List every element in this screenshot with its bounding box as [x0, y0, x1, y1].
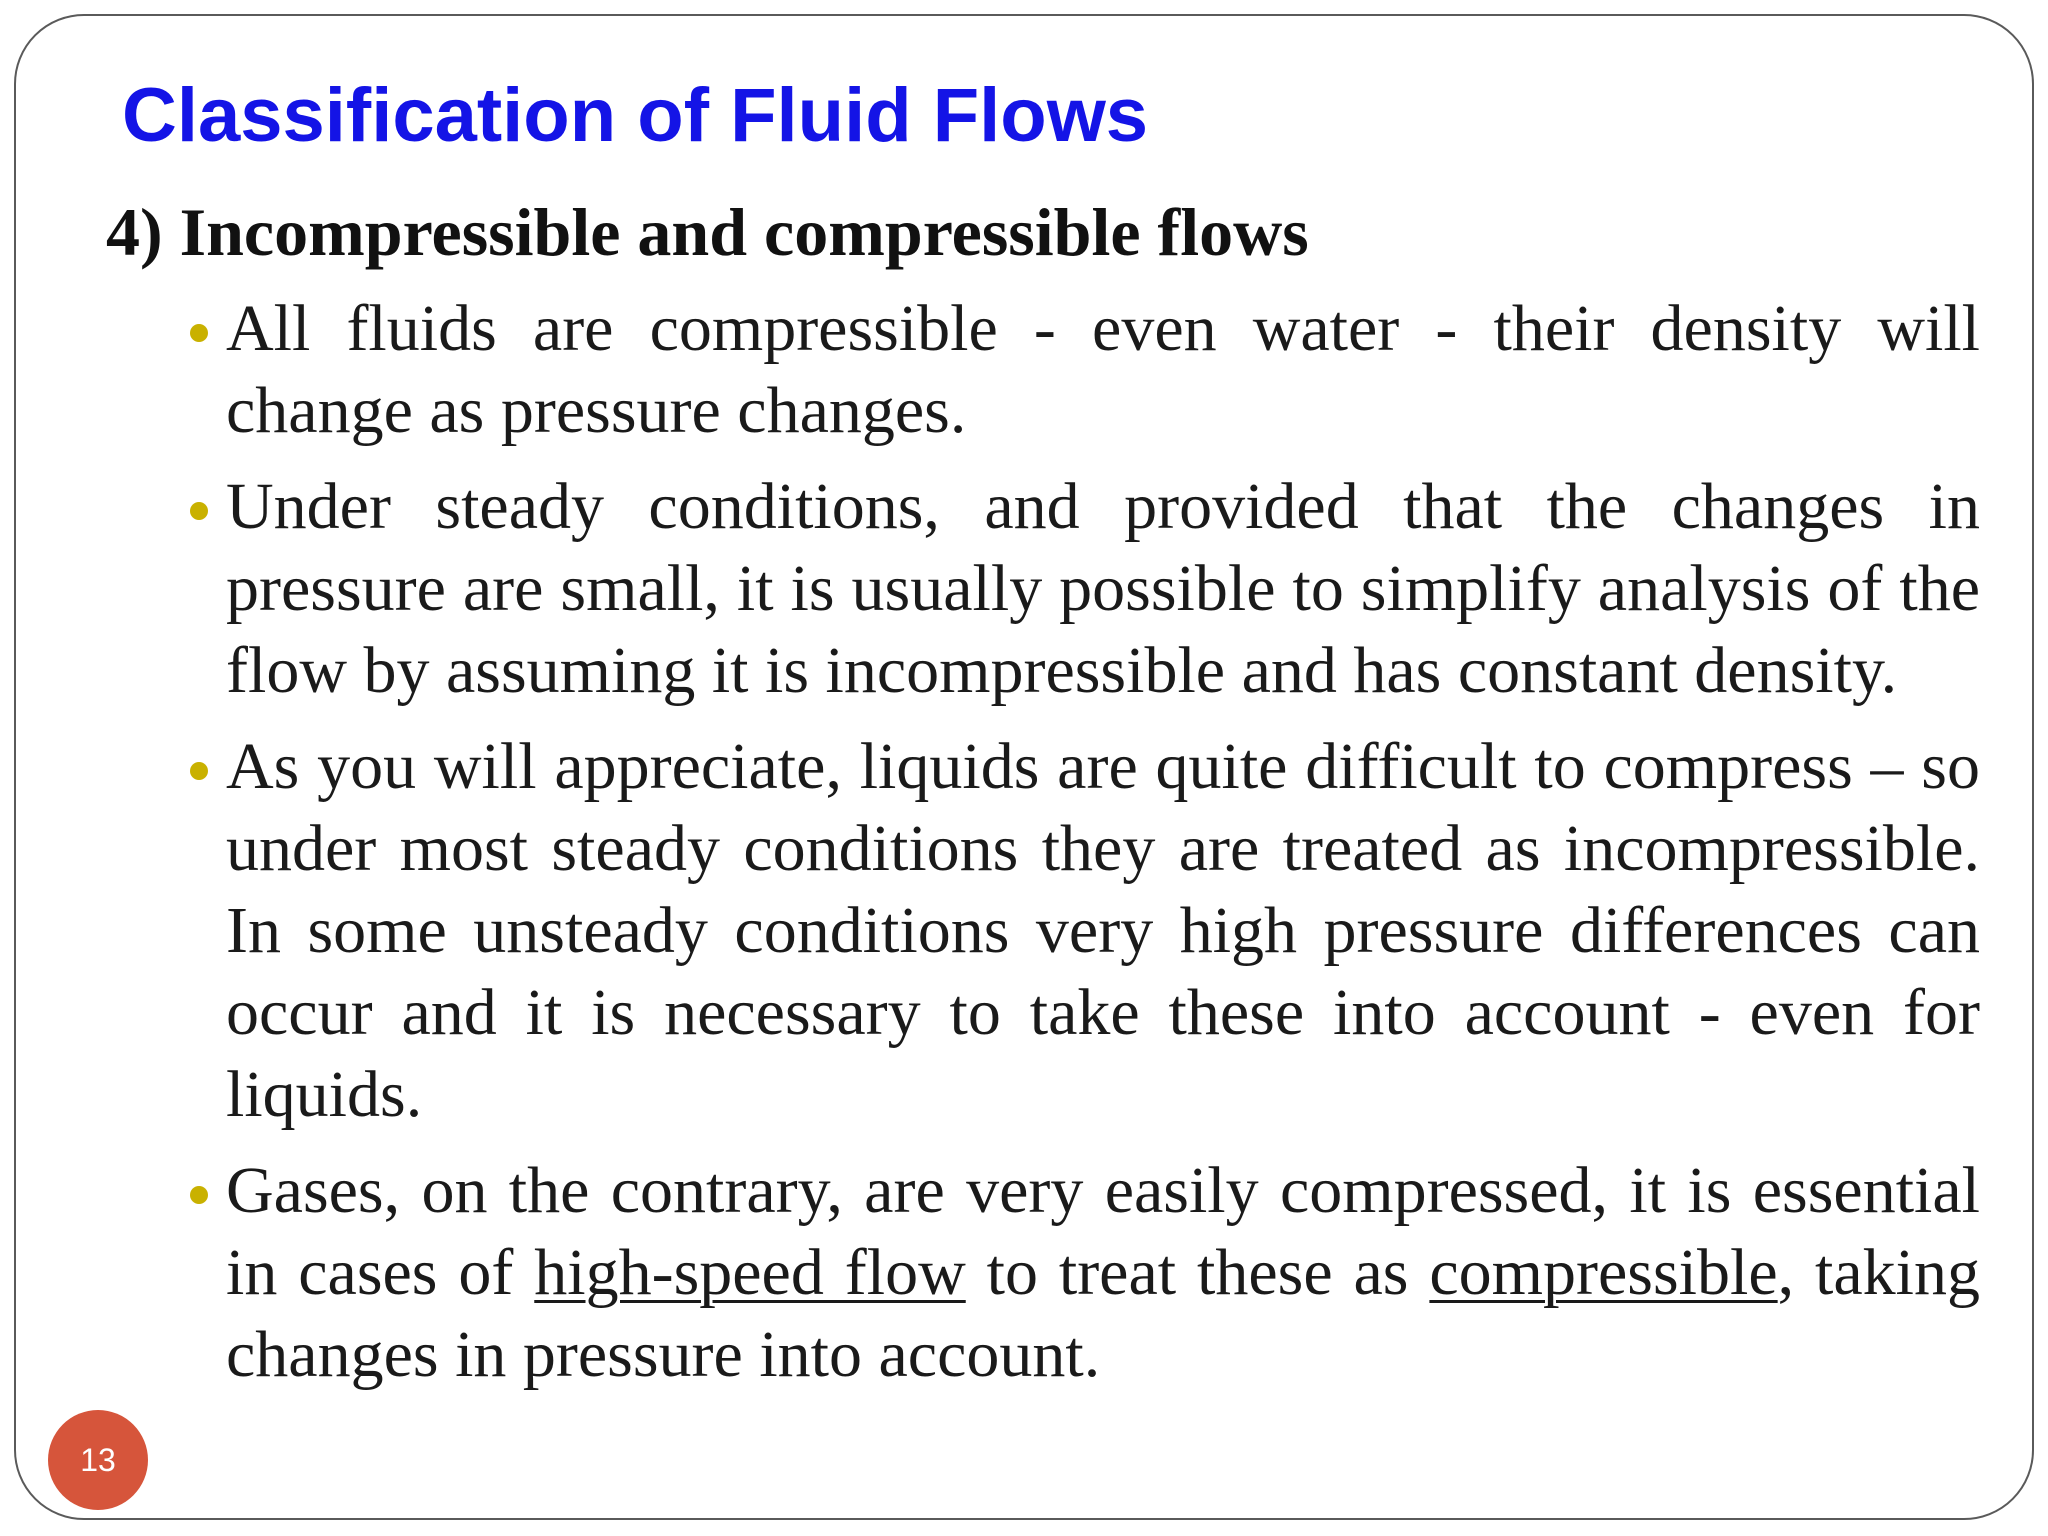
bullet-dot-icon: [190, 762, 208, 780]
bullet-text: As you will appreciate, liquids are quite difficult to compress – so under most steady conditions they are treated as incompressible. In some unsteady conditions very high pressure differences can occur and it is necessary to take these into account - even for liquids.: [226, 730, 1980, 1131]
bullet-item: [176, 726, 1980, 1136]
bullet-text-segment: , taking changes in pressure into account.: [226, 1236, 1981, 1391]
bullet-item: [176, 1150, 1980, 1396]
bullet-text-segment: Gases, on the contrary, are very easily compressed, it is essential in cases of: [226, 1154, 1980, 1309]
bullet-dot-icon: [190, 1186, 208, 1204]
underlined-term-compressible: compressible: [1429, 1236, 1778, 1309]
bullet-dot-icon: [190, 502, 208, 520]
slide-title: Classification of Fluid Flows: [122, 73, 1149, 158]
slide-frame: [14, 14, 2034, 1520]
bullet-text: Under steady conditions, and provided that the changes in pressure are small, it is usually possible to simplify analysis of the flow by assuming it is incompressible and has constant density.: [226, 470, 1980, 707]
bullet-text-segment: to treat these as: [965, 1236, 1430, 1309]
underlined-term-high-speed-flow: high-speed flow: [534, 1236, 966, 1309]
bullet-dot-icon: [190, 324, 208, 342]
bullet-text: [226, 1150, 1980, 1396]
page-number-badge: 13: [48, 1410, 148, 1510]
bullet-item: [176, 288, 1980, 452]
bullet-list: [176, 288, 1980, 1410]
bullet-item: [176, 466, 1980, 712]
bullet-text: All fluids are compressible - even water - their density will change as pressure changes.: [226, 292, 1980, 447]
slide-subtitle: 4) Incompressible and compressible flows: [106, 194, 1309, 270]
